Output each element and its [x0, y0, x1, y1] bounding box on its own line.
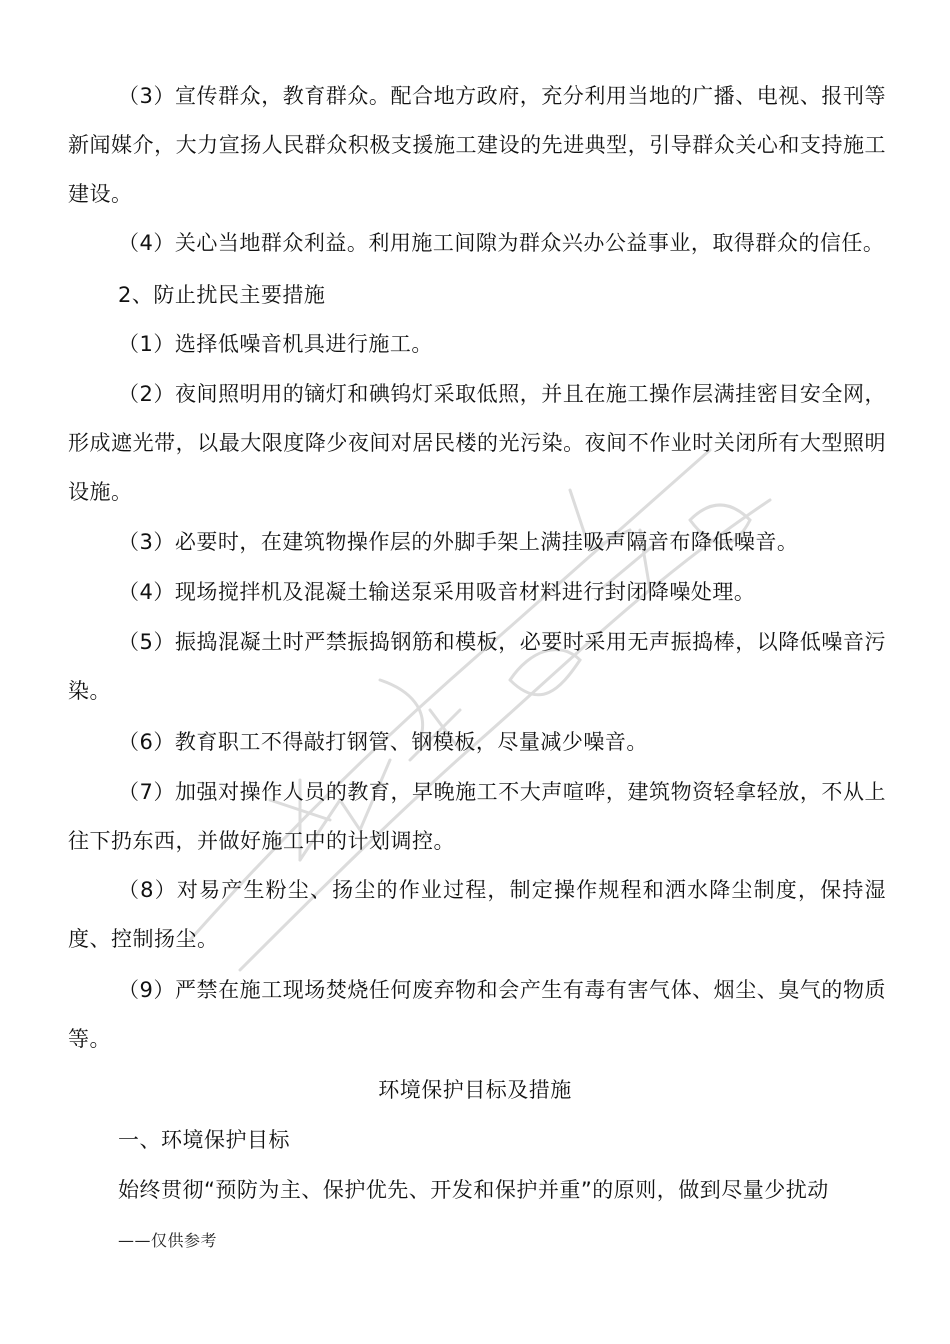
- paragraph-care-interests: （4）关心当地群众利益。利用施工间隙为群众兴办公益事业，取得群众的信任。: [118, 231, 885, 255]
- subheading-goal: 一、环境保护目标: [118, 1128, 290, 1152]
- paragraph-vibration: （5）振捣混凝土时严禁振捣钢筋和模板，必要时采用无声振捣棒，以降低噪音污染。: [68, 630, 886, 703]
- paragraph-dust: （8）对易产生粉尘、扬尘的作业过程，制定操作规程和洒水降尘制度，保持湿度、控制扬尘。: [68, 878, 886, 951]
- footer-note: ——仅供参考: [118, 1231, 218, 1250]
- paragraph-education: （7）加强对操作人员的教育，早晚施工不大声喧哗，建筑物资轻拿轻放，不从上往下扔东西，并做好施工中的计划调控。: [68, 780, 886, 853]
- paragraph-low-noise: （1）选择低噪音机具进行施工。: [118, 332, 433, 356]
- heading-anti-disturbance: 2、防止扰民主要措施: [118, 283, 326, 307]
- paragraph-workers: （6）教育职工不得敲打钢管、钢模板，尽量减少噪音。: [118, 730, 648, 754]
- paragraph-mixer: （4）现场搅拌机及混凝土输送泵采用吸音材料进行封闭降噪处理。: [118, 580, 756, 604]
- section-title: 环境保护目标及措施: [378, 1078, 572, 1102]
- paragraph-burning: （9）严禁在施工现场焚烧任何废弃物和会产生有毒有害气体、烟尘、臭气的物质等。: [68, 978, 886, 1051]
- paragraph-principle: 始终贯彻“预防为主、保护优先、开发和保护并重”的原则，做到尽量少扰动: [118, 1178, 829, 1202]
- paragraph-sound-cloth: （3）必要时，在建筑物操作层的外脚手架上满挂吸声隔音布降低噪音。: [118, 530, 799, 554]
- paragraph-publicize: （3）宣传群众，教育群众。配合地方政府，充分利用当地的广播、电视、报刊等新闻媒介，大力宣扬人民群众积极支援施工建设的先进典型，引导群众关心和支持施工建设。: [68, 84, 886, 206]
- paragraph-lighting: （2）夜间照明用的镝灯和碘钨灯采取低照，并且在施工操作层满挂密目安全网，形成遮光带，以最大限度降少夜间对居民楼的光污染。夜间不作业时关闭所有大型照明设施。: [68, 382, 886, 504]
